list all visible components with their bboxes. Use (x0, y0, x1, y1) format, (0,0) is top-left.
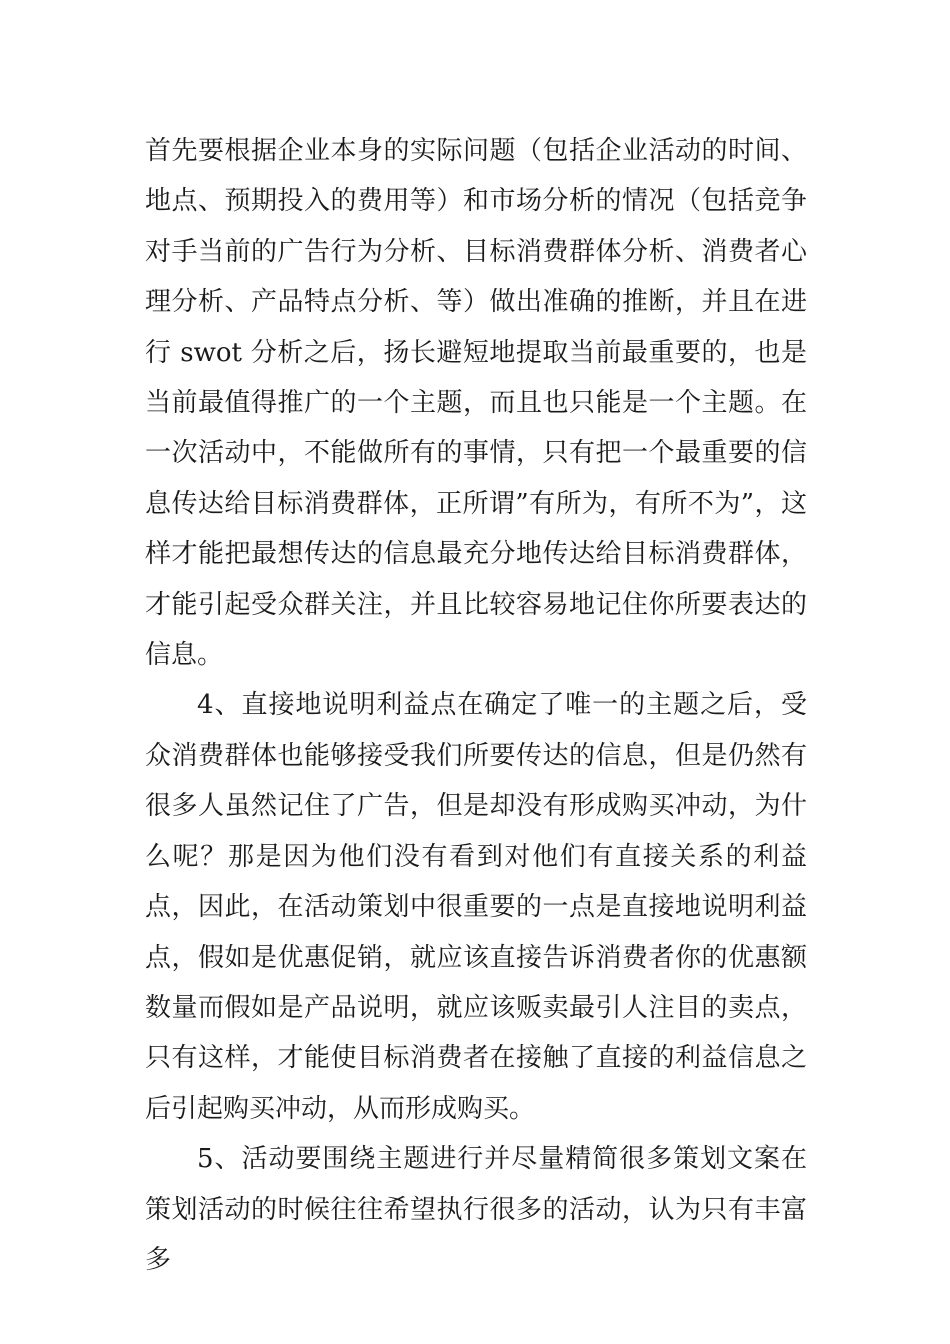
body-text (145, 126, 807, 1285)
paragraph-theme-selection: 首先要根据企业本身的实际问题（包括企业活动的时间、地点、预期投入的费用等）和市场分析的情况（包括竞争对手当前的广告行为分析、目标消费群体分析、消费者心理分析、产品特点分析、等）做出准确的推断，并且在进行 swot 分析之后，扬长避短地提取当前最重要的，也是当前最值得推广的一个主题，而且也只能是一个主题。在一次活动中，不能做所有的事情，只有把一个最重要的信息传达给目标消费群体，正所谓”有所为，有所不为”，这样才能把最想传达的信息最充分地传达给目标消费群体，才能引起受众群关注，并且比较容易地记住你所要表达的信息。 (145, 136, 807, 671)
paragraph-activity-focus: 5、活动要围绕主题进行并尽量精简很多策划文案在策划活动的时候往往希望执行很多的活动，认为只有丰富多 (145, 1144, 807, 1275)
paragraph-benefit-points: 4、直接地说明利益点在确定了唯一的主题之后，受众消费群体也能够接受我们所要传达的信息，但是仍然有很多人虽然记住了广告，但是却没有形成购买冲动，为什么呢？那是因为他们没有看到对他们有直接关系的利益点，因此，在活动策划中很重要的一点是直接地说明利益点，假如是优惠促销，就应该直接告诉消费者你的优惠额数量而假如是产品说明，就应该贩卖最引人注目的卖点，只有这样，才能使目标消费者在接触了直接的利益信息之后引起购买冲动，从而形成购买。 (145, 690, 807, 1124)
